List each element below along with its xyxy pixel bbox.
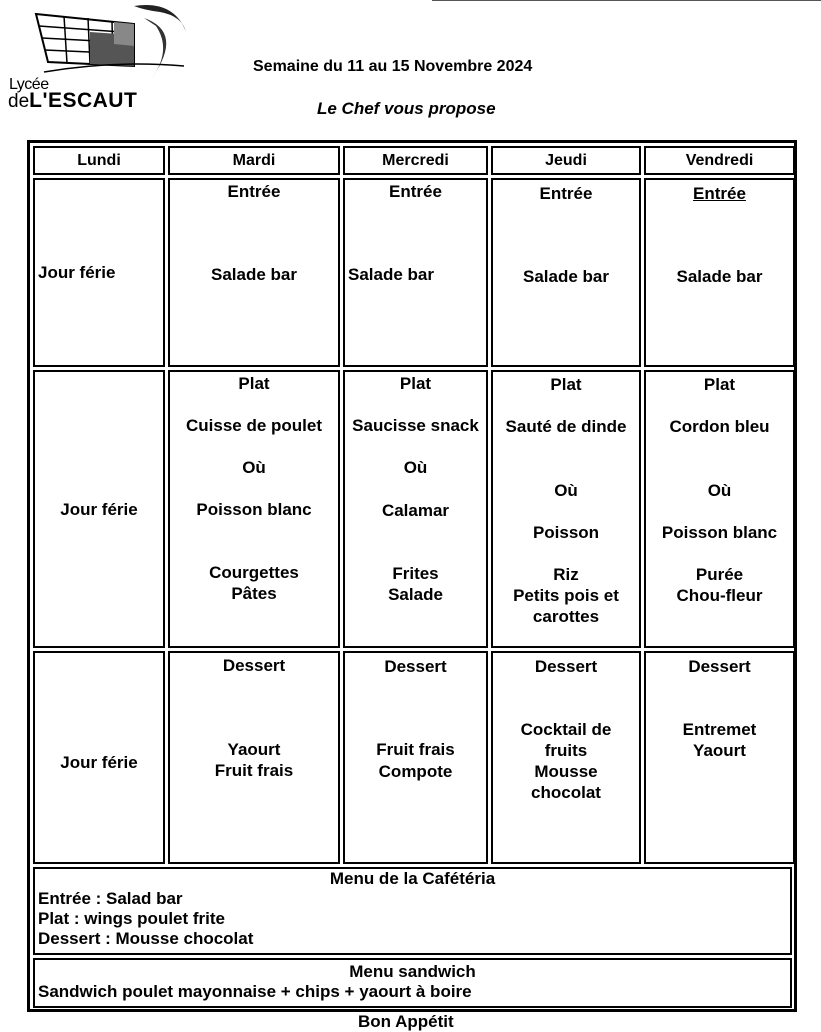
cafeteria-plat: Plat : wings poulet frite	[38, 909, 226, 928]
holiday-text: Jour férie	[60, 753, 138, 772]
day-label: Jeudi	[545, 152, 587, 169]
dessert-item: Mousse	[534, 762, 598, 781]
cafeteria-dessert: Dessert : Mousse chocolat	[38, 929, 254, 948]
dish-alt: Calamar	[381, 501, 450, 520]
course-label: Dessert	[384, 657, 447, 676]
week-title: Semaine du 11 au 15 Novembre 2024	[253, 58, 533, 75]
logo-text-de: de	[8, 91, 30, 112]
entree-mercredi	[343, 178, 488, 367]
building-logo-icon	[34, 2, 194, 82]
day-label: Mercredi	[382, 152, 449, 169]
dish-text: Salade bar	[348, 265, 434, 284]
dessert-item: Yaourt	[693, 741, 746, 760]
dish-main: Cordon bleu	[669, 417, 770, 436]
dessert-item: fruits	[544, 741, 588, 760]
dessert-item: Entremet	[682, 720, 757, 739]
course-label: Entrée	[389, 182, 442, 201]
dessert-item: Cocktail de	[520, 720, 612, 739]
day-label: Vendredi	[685, 152, 754, 169]
side-dish: Purée	[695, 565, 744, 584]
dish-alt: Poisson	[532, 523, 600, 542]
logo-text-name	[8, 90, 137, 113]
day-label: Lundi	[77, 152, 121, 169]
course-label: Plat	[238, 374, 270, 393]
course-label: Plat	[703, 375, 736, 394]
footer-bon-appetit: Bon Appétit	[358, 1012, 454, 1031]
course-label: Dessert	[534, 657, 598, 676]
dessert-item: chocolat	[531, 783, 601, 802]
entree-vendredi	[644, 178, 795, 367]
entree-lundi	[33, 178, 165, 367]
dessert-vendredi	[644, 651, 795, 864]
or-text: Où	[707, 481, 732, 500]
top-rule	[432, 0, 821, 1]
entree-mardi	[168, 178, 340, 367]
dish-text: Salade bar	[676, 267, 763, 286]
plat-lundi	[33, 370, 165, 648]
entree-jeudi	[491, 178, 641, 367]
side-dish: Frites	[392, 564, 439, 583]
dish-text: Salade bar	[211, 265, 297, 284]
side-dish: Salade	[388, 585, 443, 604]
course-label: Entrée	[227, 182, 281, 201]
dish-text: Salade bar	[523, 267, 609, 286]
or-text: Où	[554, 481, 578, 500]
cafeteria-title: Menu de la Cafétéria	[329, 869, 496, 888]
sandwich-text: Sandwich poulet mayonnaise + chips + yaourt à boire	[38, 982, 472, 1001]
side-dish: Riz	[553, 565, 579, 584]
school-logo	[6, 2, 196, 110]
day-header-lundi	[33, 146, 165, 175]
course-label: Dessert	[688, 657, 751, 676]
dessert-item: Yaourt	[227, 740, 281, 759]
course-label: Entrée	[539, 184, 593, 203]
day-header-vendredi	[644, 146, 795, 175]
cafeteria-menu	[33, 867, 792, 955]
plat-jeudi	[491, 370, 641, 648]
dish-main: Saucisse snack	[352, 416, 479, 435]
dish-alt: Poisson blanc	[196, 500, 312, 519]
side-dish: Courgettes	[209, 563, 299, 582]
or-text: Où	[242, 458, 266, 477]
dessert-mercredi	[343, 651, 488, 864]
day-label: Mardi	[232, 152, 276, 169]
side-dish: Petits pois et	[513, 586, 619, 605]
cafeteria-entree: Entrée : Salad bar	[38, 889, 183, 908]
dessert-item: Fruit frais	[376, 740, 455, 759]
plat-mardi	[168, 370, 340, 648]
menu-table	[27, 140, 797, 1012]
or-text: Où	[403, 458, 428, 477]
day-header-mardi	[168, 146, 340, 175]
holiday-text: Jour férie	[60, 500, 138, 519]
side-dish: Pâtes	[231, 584, 277, 603]
day-header-mercredi	[343, 146, 488, 175]
dessert-lundi	[33, 651, 165, 864]
course-label: Dessert	[222, 656, 286, 675]
plat-vendredi	[644, 370, 795, 648]
side-dish: Chou-fleur	[676, 586, 763, 605]
dish-main: Sauté de dinde	[505, 417, 627, 436]
dessert-jeudi	[491, 651, 641, 864]
side-dish: carottes	[532, 607, 600, 626]
dish-main: Cuisse de poulet	[185, 416, 323, 435]
logo-text-lycee: Lycée	[9, 76, 49, 93]
course-label: Entrée	[693, 184, 746, 203]
sandwich-menu	[33, 958, 792, 1008]
course-label: Plat	[399, 374, 432, 393]
logo-text-escaut: L'ESCAUT	[29, 89, 138, 112]
dessert-mardi	[168, 651, 340, 864]
chef-subtitle: Le Chef vous propose	[317, 99, 496, 118]
dish-alt: Poisson blanc	[661, 523, 778, 542]
course-label: Plat	[550, 375, 582, 394]
day-header-jeudi	[491, 146, 641, 175]
dessert-item: Fruit frais	[214, 761, 294, 780]
holiday-text: Jour férie	[38, 263, 116, 282]
sandwich-title: Menu sandwich	[349, 962, 476, 981]
dessert-item: Compote	[378, 762, 453, 781]
plat-mercredi	[343, 370, 488, 648]
